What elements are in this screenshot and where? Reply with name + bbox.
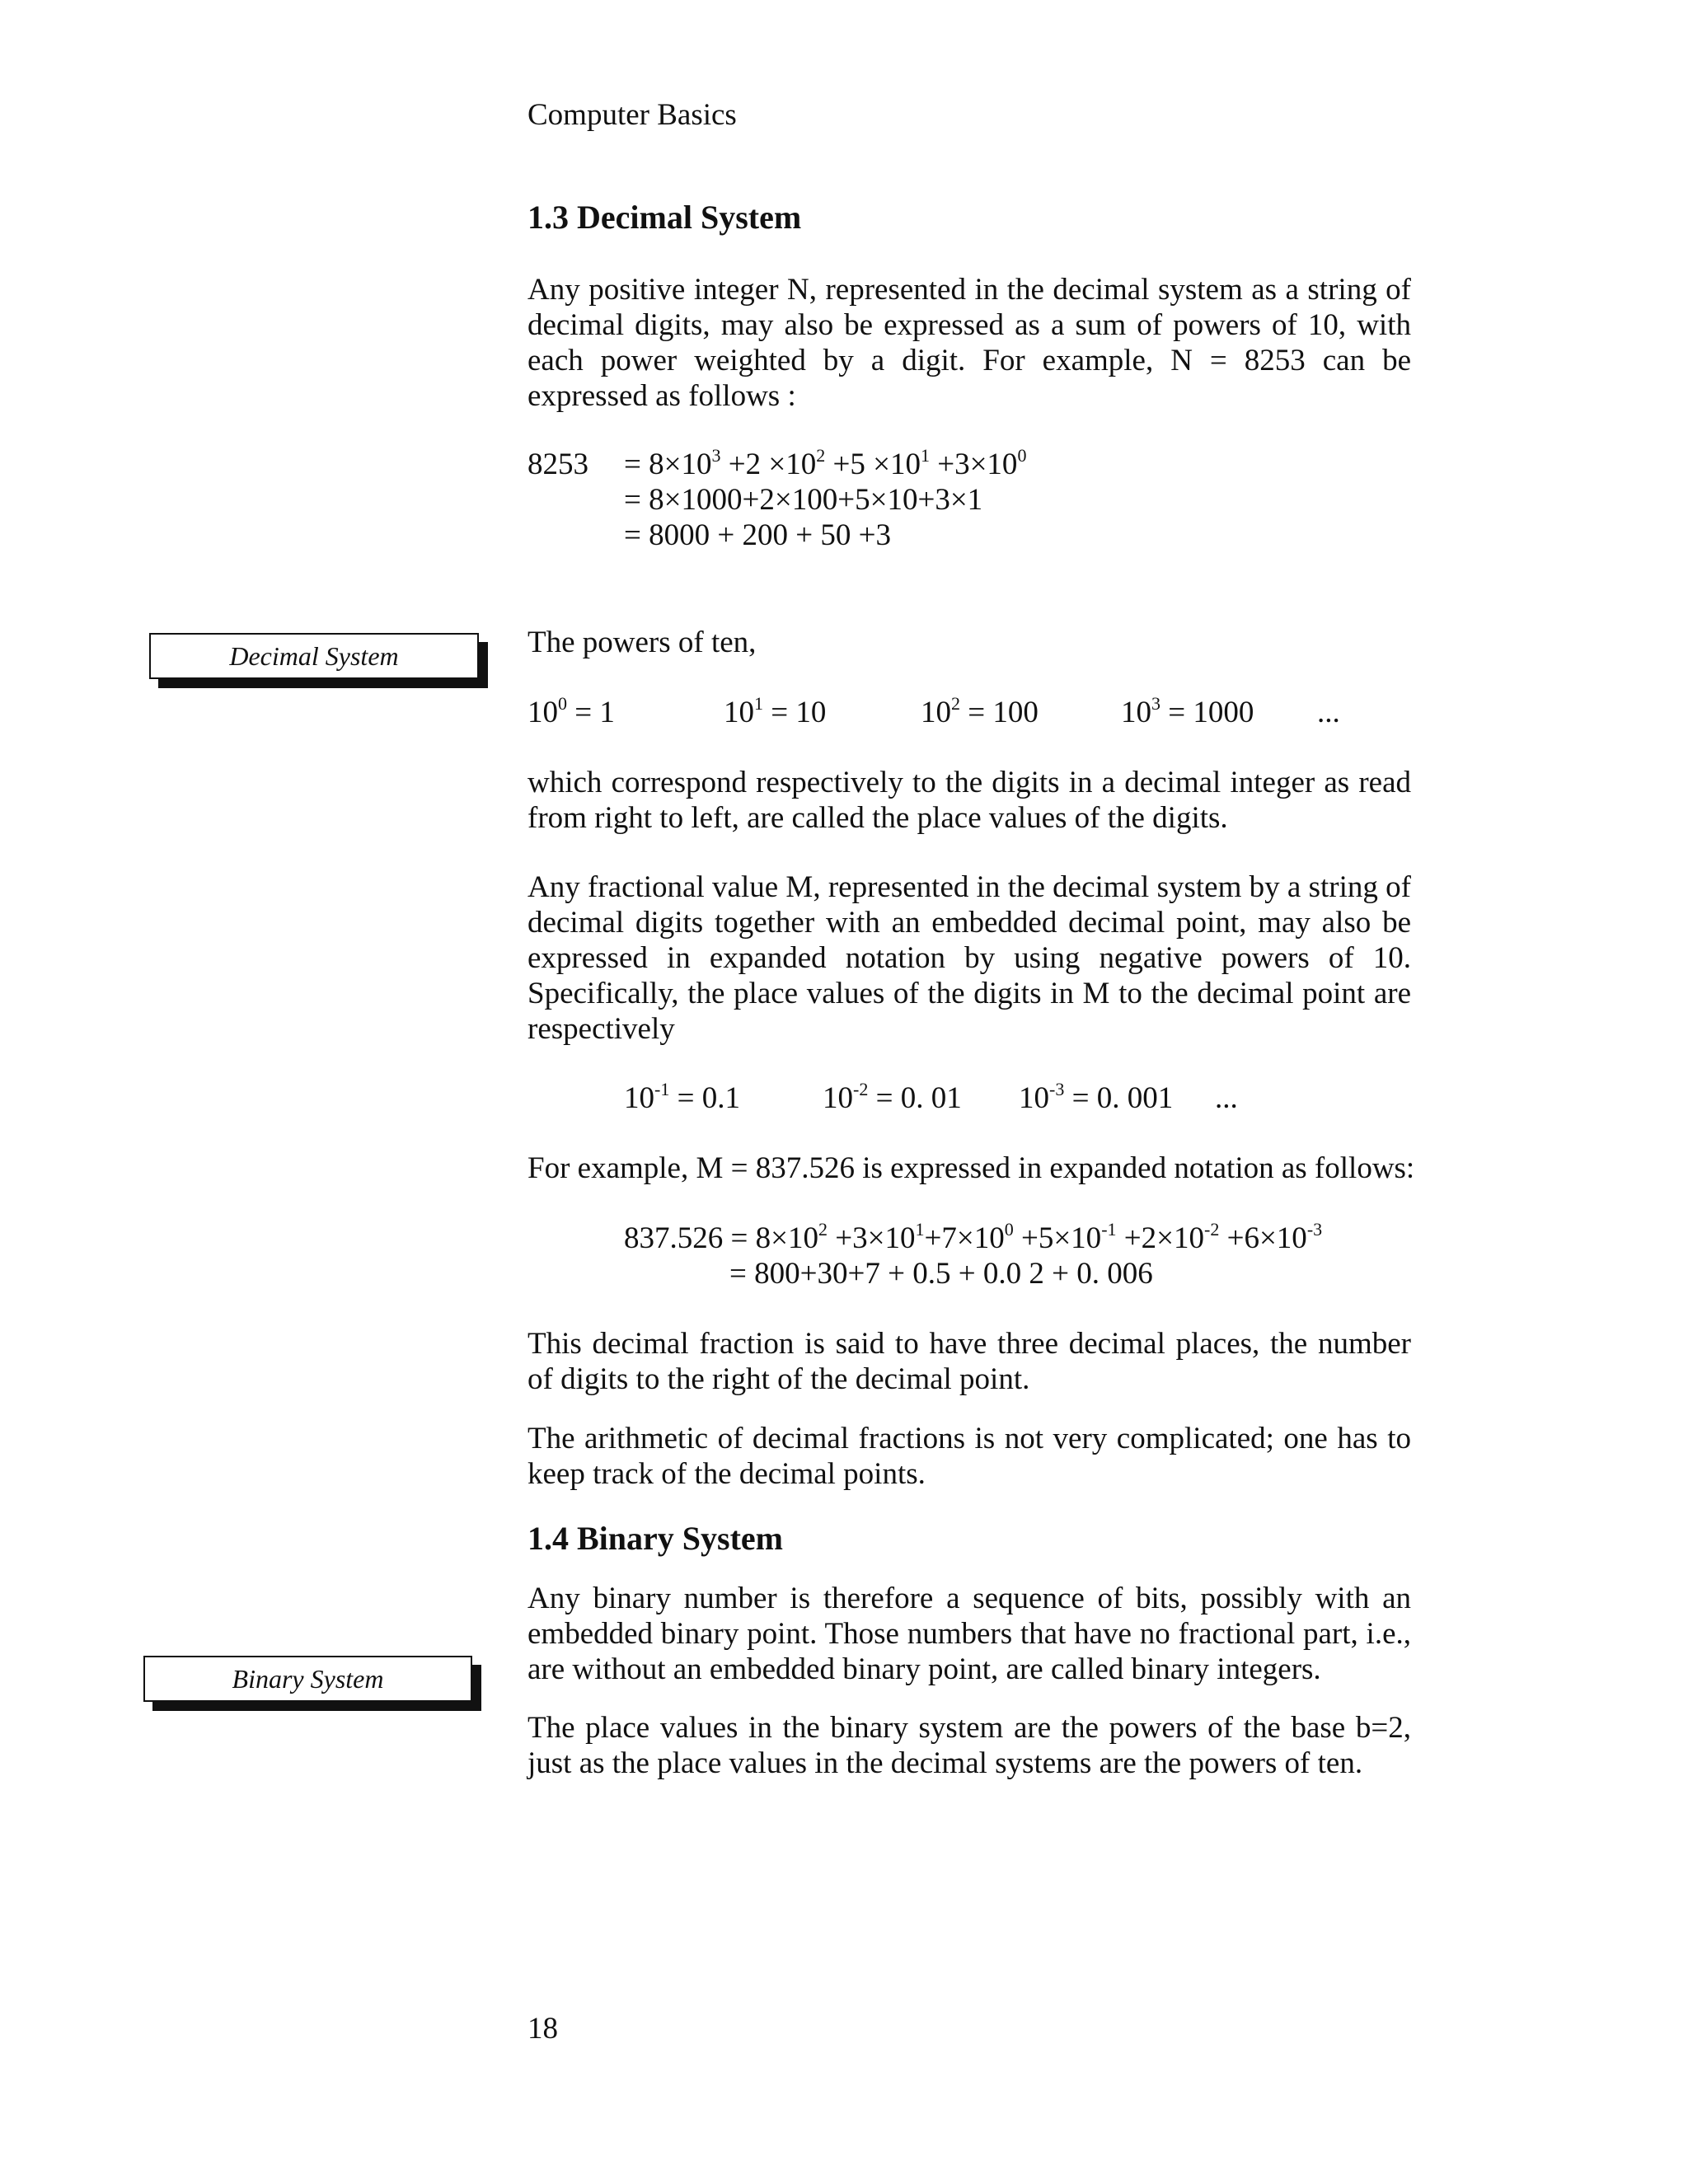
power-10-1: $10^1 = 10$ [724,693,827,729]
expansion-m-line-1: $837.526 = 8\times 10^2 +3\times 10^1+7\times 10^0 +5\times 10^{-1} +2\times 10^{-2} +6\times 10^{-3}$ [624,1219,1323,1255]
expansion-line-2: = 8×1000+2×100+5×10+3×1 [624,483,983,517]
neg-power-10-2: $10^{-2} = 0$. 01 [823,1079,962,1115]
page-number: 18 [528,2012,558,2046]
binary-paragraph-1: Any binary number is therefore a sequence of bits, possibly with an embedded binary point. Those numbers that have no fractional part, i.e., are without an embedded binary point, are called binary integers. [528,1582,1411,1686]
arithmetic-paragraph: The arithmetic of decimal fractions is not very complicated; one has to keep track of the decimal points. [528,1422,1411,1491]
expansion-line-1: = $8\times 10^3 +2 \times 10^2 +5 \times 10^1 +3\times 10^0$ [624,445,1027,481]
section-heading-binary: 1.4 Binary System [528,1520,783,1557]
decimal-places-paragraph: This decimal fraction is said to have three decimal places, the number of digits to the right of the decimal point. [528,1327,1411,1396]
place-values-paragraph: which correspond respectively to the digits in a decimal integer as read from right to left, are called the place values of the digits. [528,766,1411,835]
fractional-paragraph: Any fractional value M, represented in the decimal system by a string of decimal digits together with an embedded decimal point, may also be expressed in expanded notation by using negative powers of 10. Specifically, the place values of the digits in M to the decimal point are respectively [528,870,1411,1046]
sidebar-label-decimal-system: Decimal System [149,633,479,679]
binary-paragraph-2: The place values in the binary system are the powers of the base b=2, just as the place values in the decimal systems are the powers of ten. [528,1711,1411,1780]
example-lhs-8253: 8253 [528,448,588,481]
expansion-m-line-2: = 800+30+7 + 0.5 + 0.0 2 + 0. 006 [729,1257,1153,1291]
example-m-line: For example, M = 837.526 is expressed in expanded notation as follows: [528,1151,1415,1185]
sidebar-label-binary-system: Binary System [143,1656,472,1702]
powers-intro: The powers of ten, [528,626,757,659]
running-header: Computer Basics [528,98,737,132]
neg-power-10-1: $10^{-1} = 0.1$ [624,1079,740,1115]
decimal-intro-paragraph: Any positive integer N, represented in the decimal system as a string of decimal digits, may also be expressed as a sum of powers of 10, with each power weighted by a digit. For example, N = 8253 can be expressed as follows : [528,273,1411,413]
section-heading-decimal: 1.3 Decimal System [528,199,802,236]
power-10-2: $10^2 = 100$ [921,693,1039,729]
power-10-3: $10^3 = 1000$ [1121,693,1254,729]
power-ellipsis: ... [1317,696,1340,729]
neg-power-10-3: $10^{-3} = 0$. 001 [1019,1079,1174,1115]
expansion-line-3: = 8000 + 200 + 50 +3 [624,518,891,552]
power-10-0: $10^0 = 1$ [528,693,615,729]
neg-power-ellipsis: ... [1215,1081,1238,1115]
